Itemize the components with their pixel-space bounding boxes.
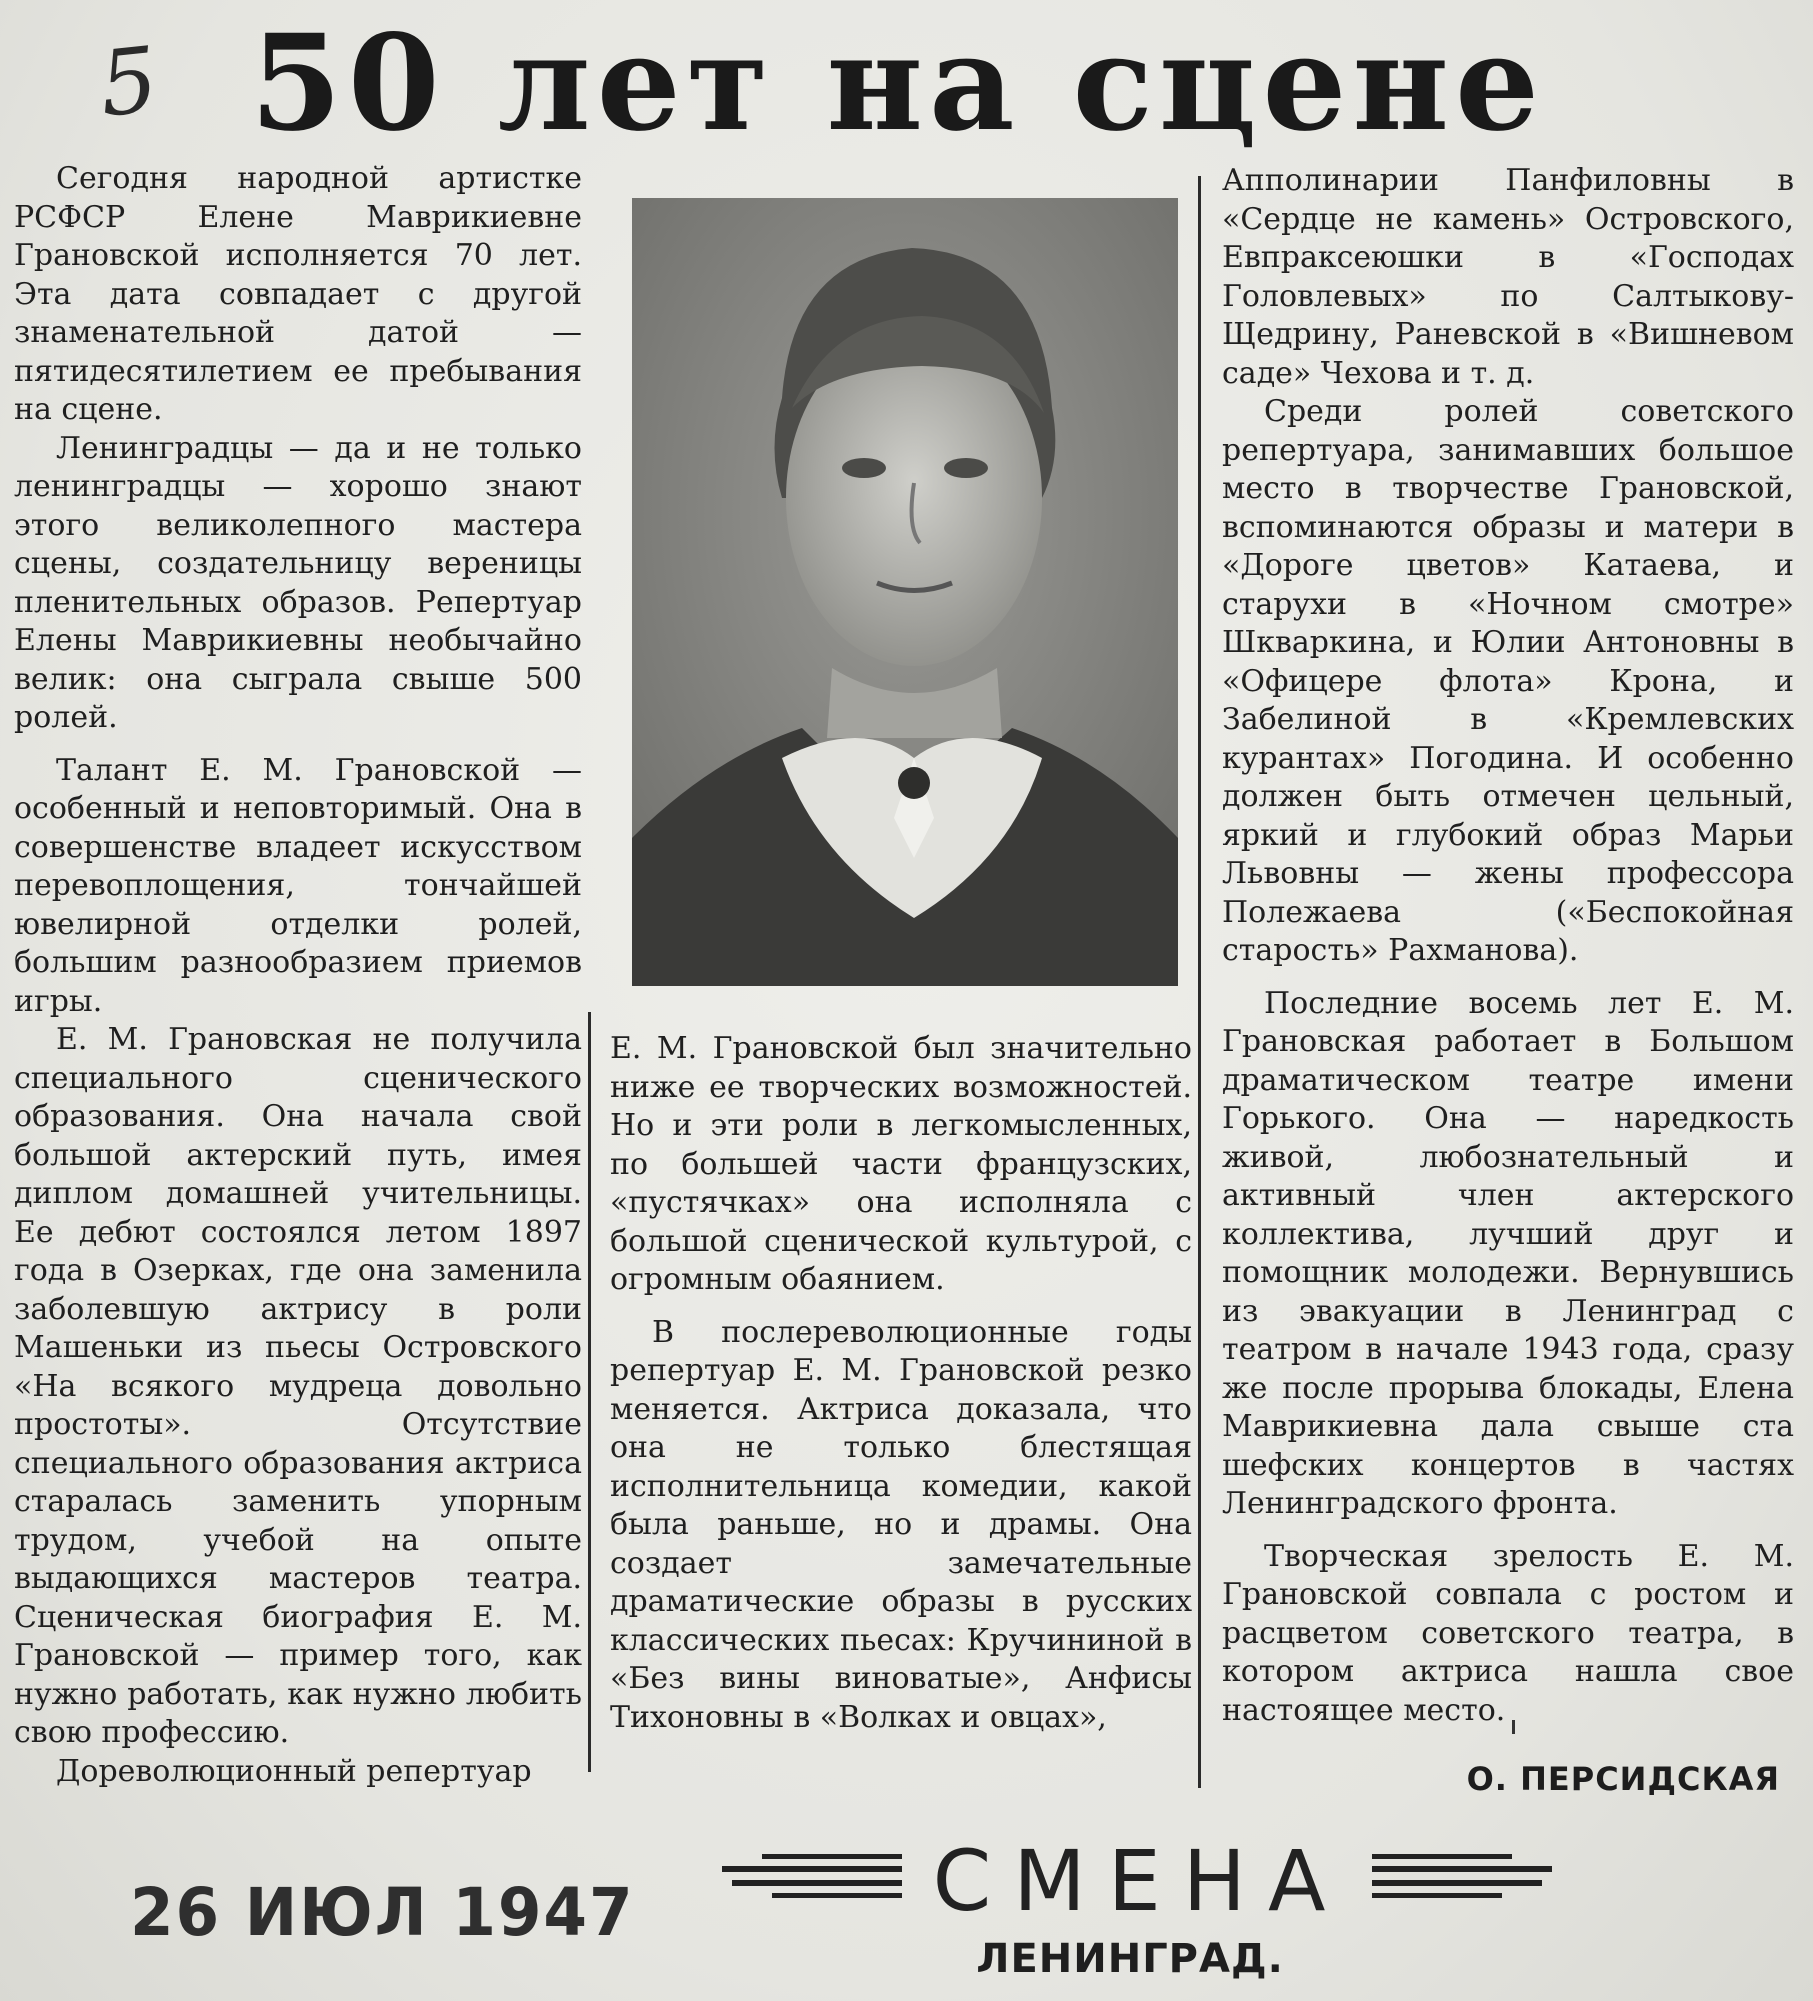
article-column-3 [1222,162,1794,1730]
paragraph: Ленинградцы — да и не только ленинградцы — хорошо знают этого великолепного мастера сцены, создательницу вереницы пленительных образов. Репертуар Елены Маврикиевны необычайно велик: она сыграла свыше 500 ролей. [14,430,582,735]
paragraph: Е. М. Грановской был значительно ниже ее творческих возможностей. Но и эти роли в легкомысленных, по большей части французских, «пустячках» она исполняла с большой сценической культурой, с огромным обаянием. [610,1031,1192,1297]
paragraph: Апполинарии Панфиловны в «Сердце не камень» Островского, Евпраксеюшки в «Господах Головлевых» по Салтыкову-Щедрину, Раневской в «Вишневом саде» Чехова и т. д. [1222,163,1794,391]
newspaper-masthead: СМЕНА [932,1832,1348,1930]
masthead-city: ЛЕНИНГРАД. [976,1936,1284,1982]
column-divider [588,1012,591,1772]
paragraph: Последние восемь лет Е. М. Грановская работает в Большом драматическом театре имени Горького. Она — наредкость живой, любознательный и активный член актерского коллектива, лучший друг и помощник молодежи. Вернувшись из эвакуации в Ленинград с театром в начале 1943 года, сразу же после прорыва блокады, Елена Маврикиевна дала свыше ста шефских концертов в частях Ленинградского фронта. [1222,985,1794,1521]
paragraph: Сегодня народной артистке РСФСР Елене Маврикиевне Грановской исполняется 70 лет. Эта дата совпадает с другой знаменательной датой — пятидесятилетием ее пребывания на сцене. [14,161,582,427]
article-column-2 [610,1030,1192,1737]
ink-mark [1512,1720,1515,1734]
portrait-photo [632,198,1178,986]
author-byline: О. ПЕРСИДСКАЯ [1466,1760,1780,1798]
masthead-lines-left [722,1854,902,1898]
paragraph: Среди ролей советского репертуара, занимавших большое место в творчестве Грановской, вспоминаются образы и матери в «Дороге цветов» Катаева, и старухи в «Ночном смотре» Шкваркина, и Юлии Антоновны в «Офицере флота» Крона, и Забелиной в «Кремлевских курантах» Погодина. И особенно должен быть отмечен цельный, яркий и глубокий образ Марьи Львовны — жены профессора Полежаева («Беспокойная старость» Рахманова). [1222,394,1794,968]
paragraph: В послереволюционные годы репертуар Е. М. Грановской резко меняется. Актриса доказала, что она не только блестящая исполнительница комедии, какой была раньше, но и драмы. Она создает замечательные драматические образы в русских классических пьесах: Кручининой в «Без вины виноватые», Анфисы Тихоновны в «Волках и овцах», [610,1314,1192,1735]
paragraph: Творческая зрелость Е. М. Грановской совпала с ростом и расцветом советского театра, в котором актриса нашла свое настоящее место. [1222,1538,1794,1728]
article-column-1 [14,160,582,1791]
handwritten-page-number: 5 [94,27,163,138]
column-divider [1198,176,1201,1788]
paragraph: Дореволюционный репертуар [56,1753,532,1789]
masthead-lines-right [1372,1854,1552,1898]
article-headline: 50 лет на сцене [250,6,1546,161]
portrait-image [632,198,1178,986]
paragraph: Талант Е. М. Грановской — особенный и неповторимый. Она в совершенстве владеет искусством перевоплощения, тончайшей ювелирной отделки ролей, большим разнообразием приемов игры. [14,752,582,1019]
paragraph: Е. М. Грановская не получила специального сценического образования. Она начала свой большой актерский путь, имея диплом домашней учительницы. Ее дебют состоялся летом 1897 года в Озерках, где она заменила заболевшую актрису в роли Машеньки из пьесы Островского «На всякого мудреца довольно простоты». Отсутствие специального образования актриса старалась заменить упорным трудом, учебой на опыте выдающихся мастеров театра. Сценическая биография Е. М. Грановской — пример того, как нужно работать, как нужно любить свою профессию. [14,1022,582,1750]
date-stamp: 26 ИЮЛ 1947 [130,1874,635,1951]
